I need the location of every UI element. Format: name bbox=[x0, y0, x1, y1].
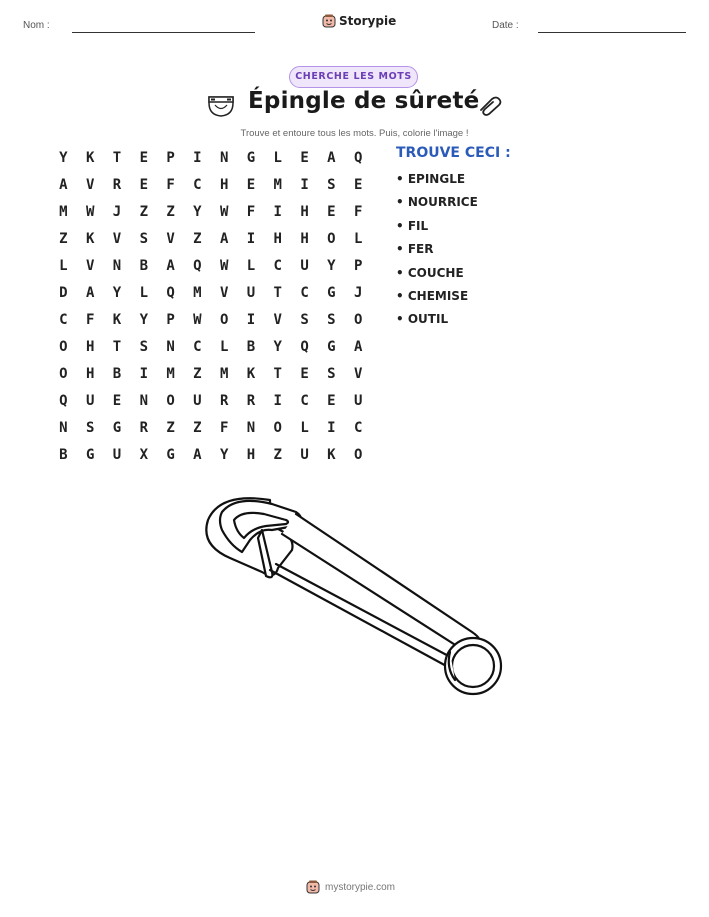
grid-letter[interactable]: K bbox=[85, 150, 95, 166]
grid-letter[interactable]: N bbox=[139, 393, 148, 409]
word-list-item: • FIL bbox=[396, 218, 429, 233]
grid-letter[interactable]: E bbox=[139, 177, 148, 193]
grid-letter[interactable]: M bbox=[166, 366, 175, 382]
grid-letter[interactable]: Q bbox=[300, 339, 309, 355]
instructions: Trouve et entoure tous les mots. Puis, colorie l'image ! bbox=[240, 128, 469, 139]
grid-letter[interactable]: V bbox=[85, 177, 95, 193]
grid-letter[interactable]: B bbox=[59, 447, 68, 463]
grid-letter[interactable]: S bbox=[300, 312, 309, 328]
grid-row bbox=[50, 202, 372, 229]
grid-letter[interactable]: U bbox=[300, 258, 309, 274]
grid-letter[interactable]: Z bbox=[273, 447, 282, 463]
grid-letter[interactable]: K bbox=[85, 231, 95, 247]
word-list-title: TROUVE CECI : bbox=[396, 145, 511, 161]
grid-letter[interactable]: F bbox=[353, 204, 363, 220]
grid-letter[interactable]: E bbox=[300, 150, 309, 166]
grid-letter[interactable]: O bbox=[166, 393, 175, 409]
grid-letter[interactable]: A bbox=[59, 177, 68, 193]
grid-letter[interactable]: Z bbox=[139, 204, 148, 220]
grid-letter[interactable]: P bbox=[166, 312, 175, 328]
grid-letter[interactable]: C bbox=[353, 420, 363, 436]
grid-letter[interactable]: Y bbox=[139, 312, 148, 328]
grid-letter[interactable]: G bbox=[327, 285, 336, 301]
grid-letter[interactable]: O bbox=[353, 312, 363, 328]
grid-letter[interactable]: I bbox=[273, 393, 282, 409]
grid-letter[interactable]: W bbox=[219, 204, 229, 220]
grid-letter[interactable]: U bbox=[300, 447, 309, 463]
grid-letter[interactable]: L bbox=[139, 285, 148, 301]
grid-letter[interactable]: Y bbox=[59, 150, 68, 166]
grid-letter[interactable]: V bbox=[353, 366, 363, 382]
grid-row bbox=[50, 148, 372, 175]
storypie-logo-icon bbox=[322, 14, 336, 28]
grid-letter[interactable]: W bbox=[219, 258, 229, 274]
grid-letter[interactable]: W bbox=[193, 312, 202, 328]
grid-letter[interactable]: A bbox=[327, 150, 336, 166]
activity-badge: CHERCHE LES MOTS bbox=[289, 66, 418, 88]
grid-letter[interactable]: C bbox=[273, 258, 282, 274]
grid-row bbox=[50, 337, 372, 364]
grid-letter[interactable]: Q bbox=[193, 258, 202, 274]
grid-letter[interactable]: L bbox=[273, 150, 282, 166]
grid-row bbox=[50, 256, 372, 283]
paperclip-icon bbox=[477, 96, 503, 116]
grid-letter[interactable]: H bbox=[273, 231, 282, 247]
grid-letter[interactable]: E bbox=[112, 393, 122, 409]
grid-letter[interactable]: I bbox=[327, 420, 336, 436]
grid-letter[interactable]: X bbox=[139, 447, 148, 463]
grid-letter[interactable]: N bbox=[219, 150, 229, 166]
grid-letter[interactable]: W bbox=[85, 204, 95, 220]
grid-letter[interactable]: H bbox=[85, 339, 95, 355]
grid-letter[interactable]: C bbox=[59, 312, 68, 328]
grid-letter[interactable]: P bbox=[166, 150, 175, 166]
grid-row bbox=[50, 175, 372, 202]
grid-letter[interactable]: L bbox=[59, 258, 68, 274]
grid-letter[interactable]: Z bbox=[193, 231, 202, 247]
grid-letter[interactable]: N bbox=[246, 420, 256, 436]
grid-letter[interactable]: O bbox=[59, 366, 68, 382]
word-list-item: • CHEMISE bbox=[396, 288, 469, 303]
name-label: Nom : bbox=[23, 20, 50, 31]
grid-letter[interactable]: I bbox=[193, 150, 202, 166]
grid-letter[interactable]: M bbox=[193, 285, 202, 301]
grid-letter[interactable]: C bbox=[300, 285, 309, 301]
footer bbox=[306, 880, 395, 894]
grid-letter[interactable]: R bbox=[139, 420, 148, 436]
grid-letter[interactable]: V bbox=[112, 231, 122, 247]
grid-letter[interactable]: R bbox=[246, 393, 256, 409]
grid-letter[interactable]: A bbox=[219, 231, 229, 247]
grid-letter[interactable]: C bbox=[193, 339, 202, 355]
grid-letter[interactable]: L bbox=[246, 258, 256, 274]
grid-letter[interactable]: B bbox=[112, 366, 122, 382]
grid-letter[interactable]: I bbox=[246, 312, 256, 328]
grid-letter[interactable]: E bbox=[327, 393, 336, 409]
date-label: Date : bbox=[492, 20, 519, 31]
grid-letter[interactable]: H bbox=[246, 447, 256, 463]
grid-letter[interactable]: T bbox=[273, 366, 282, 382]
grid-row bbox=[50, 283, 372, 310]
grid-letter[interactable]: H bbox=[300, 231, 309, 247]
word-list-item: • COUCHE bbox=[396, 265, 464, 280]
grid-row bbox=[50, 310, 372, 337]
grid-letter[interactable]: Y bbox=[219, 447, 229, 463]
grid-letter[interactable]: G bbox=[166, 447, 175, 463]
grid-letter[interactable]: G bbox=[85, 447, 95, 463]
grid-row bbox=[50, 229, 372, 256]
grid-letter[interactable]: H bbox=[85, 366, 95, 382]
grid-letter[interactable]: L bbox=[219, 339, 229, 355]
grid-row bbox=[50, 364, 372, 391]
grid-letter[interactable]: K bbox=[112, 312, 122, 328]
grid-letter[interactable]: S bbox=[327, 312, 336, 328]
grid-letter[interactable]: E bbox=[327, 204, 336, 220]
grid-letter[interactable]: Y bbox=[112, 285, 122, 301]
grid-letter[interactable]: Z bbox=[193, 420, 202, 436]
grid-letter[interactable]: Q bbox=[59, 393, 68, 409]
grid-letter[interactable]: N bbox=[166, 339, 175, 355]
grid-letter[interactable]: U bbox=[85, 393, 95, 409]
word-list bbox=[396, 172, 478, 336]
grid-letter[interactable]: S bbox=[85, 420, 95, 436]
grid-letter[interactable]: M bbox=[219, 366, 229, 382]
word-list-item: • FER bbox=[396, 242, 434, 257]
grid-letter[interactable]: S bbox=[327, 366, 336, 382]
grid-letter[interactable]: A bbox=[193, 447, 202, 463]
word-list-item: • OUTIL bbox=[396, 312, 449, 327]
grid-letter[interactable]: R bbox=[219, 393, 229, 409]
grid-letter[interactable]: K bbox=[246, 366, 256, 382]
grid-letter[interactable]: T bbox=[112, 150, 122, 166]
grid-letter[interactable]: O bbox=[59, 339, 68, 355]
grid-letter[interactable]: E bbox=[139, 150, 148, 166]
brand-name: Storypie bbox=[339, 14, 397, 28]
grid-letter[interactable]: V bbox=[85, 258, 95, 274]
grid-letter[interactable]: S bbox=[327, 177, 336, 193]
grid-letter[interactable]: I bbox=[300, 177, 309, 193]
grid-letter[interactable]: F bbox=[85, 312, 95, 328]
grid-letter[interactable]: O bbox=[353, 447, 363, 463]
grid-letter[interactable]: O bbox=[219, 312, 229, 328]
grid-letter[interactable]: F bbox=[246, 204, 256, 220]
name-line bbox=[72, 32, 255, 33]
grid-letter[interactable]: I bbox=[139, 366, 148, 382]
grid-letter[interactable]: U bbox=[112, 447, 122, 463]
grid-letter[interactable]: E bbox=[300, 366, 309, 382]
grid-letter[interactable]: I bbox=[246, 231, 256, 247]
grid-letter[interactable]: Z bbox=[59, 231, 68, 247]
page-title: Épingle de sûreté bbox=[248, 88, 480, 114]
grid-letter[interactable]: J bbox=[353, 285, 363, 301]
grid-letter[interactable]: M bbox=[273, 177, 282, 193]
grid-letter[interactable]: U bbox=[246, 285, 256, 301]
grid-row bbox=[50, 391, 372, 418]
grid-letter[interactable]: L bbox=[300, 420, 309, 436]
grid-letter[interactable]: F bbox=[166, 177, 175, 193]
grid-letter[interactable]: K bbox=[327, 447, 336, 463]
grid-letter[interactable]: Z bbox=[166, 204, 175, 220]
grid-letter[interactable]: G bbox=[112, 420, 122, 436]
grid-letter[interactable]: G bbox=[327, 339, 336, 355]
grid-letter[interactable]: N bbox=[112, 258, 122, 274]
grid-letter[interactable]: V bbox=[219, 285, 229, 301]
grid-letter[interactable]: O bbox=[327, 231, 336, 247]
grid-letter[interactable]: E bbox=[353, 177, 363, 193]
grid-letter[interactable]: T bbox=[273, 285, 282, 301]
grid-letter[interactable]: A bbox=[166, 258, 175, 274]
grid-letter[interactable]: U bbox=[353, 393, 363, 409]
grid-letter[interactable]: V bbox=[273, 312, 282, 328]
grid-letter[interactable]: Z bbox=[193, 366, 202, 382]
grid-letter[interactable]: Q bbox=[166, 285, 175, 301]
grid-letter[interactable]: M bbox=[59, 204, 68, 220]
grid-letter[interactable]: A bbox=[353, 339, 363, 355]
word-list-item: • NOURRICE bbox=[396, 195, 478, 210]
grid-letter[interactable]: N bbox=[59, 420, 68, 436]
grid-letter[interactable]: D bbox=[59, 285, 68, 301]
grid-letter[interactable]: T bbox=[112, 339, 122, 355]
grid-letter[interactable]: C bbox=[300, 393, 309, 409]
grid-letter[interactable]: O bbox=[273, 420, 282, 436]
word-list-item: • EPINGLE bbox=[396, 172, 466, 186]
word-search-grid[interactable] bbox=[50, 148, 372, 472]
grid-row bbox=[50, 445, 372, 472]
grid-letter[interactable]: I bbox=[273, 204, 282, 220]
grid-letter[interactable]: B bbox=[246, 339, 256, 355]
date-line bbox=[538, 32, 686, 33]
grid-letter[interactable]: L bbox=[353, 231, 363, 247]
grid-letter[interactable]: A bbox=[85, 285, 95, 301]
grid-letter[interactable]: H bbox=[300, 204, 309, 220]
footer-url[interactable]: mystorypie.com bbox=[325, 881, 396, 893]
grid-letter[interactable]: C bbox=[193, 177, 202, 193]
grid-letter[interactable]: B bbox=[139, 258, 148, 274]
grid-letter[interactable]: R bbox=[112, 177, 122, 193]
grid-letter[interactable]: S bbox=[139, 339, 148, 355]
grid-row bbox=[50, 418, 372, 445]
grid-letter[interactable]: H bbox=[219, 177, 229, 193]
grid-letter[interactable]: G bbox=[246, 150, 256, 166]
grid-letter[interactable]: Z bbox=[166, 420, 175, 436]
grid-letter[interactable]: E bbox=[246, 177, 256, 193]
grid-letter[interactable]: S bbox=[139, 231, 148, 247]
grid-letter[interactable]: Y bbox=[193, 204, 202, 220]
grid-letter[interactable]: U bbox=[193, 393, 202, 409]
grid-letter[interactable]: Q bbox=[353, 150, 363, 166]
grid-letter[interactable]: F bbox=[219, 420, 229, 436]
brand bbox=[322, 14, 396, 28]
grid-letter[interactable]: V bbox=[166, 231, 175, 247]
safety-pin-illustration[interactable] bbox=[200, 490, 510, 710]
grid-letter[interactable]: P bbox=[353, 258, 363, 274]
grid-letter[interactable]: Y bbox=[327, 258, 336, 274]
diaper-icon bbox=[206, 93, 236, 119]
grid-letter[interactable]: J bbox=[112, 204, 122, 220]
storypie-logo-icon bbox=[306, 880, 320, 894]
grid-letter[interactable]: Y bbox=[273, 339, 282, 355]
